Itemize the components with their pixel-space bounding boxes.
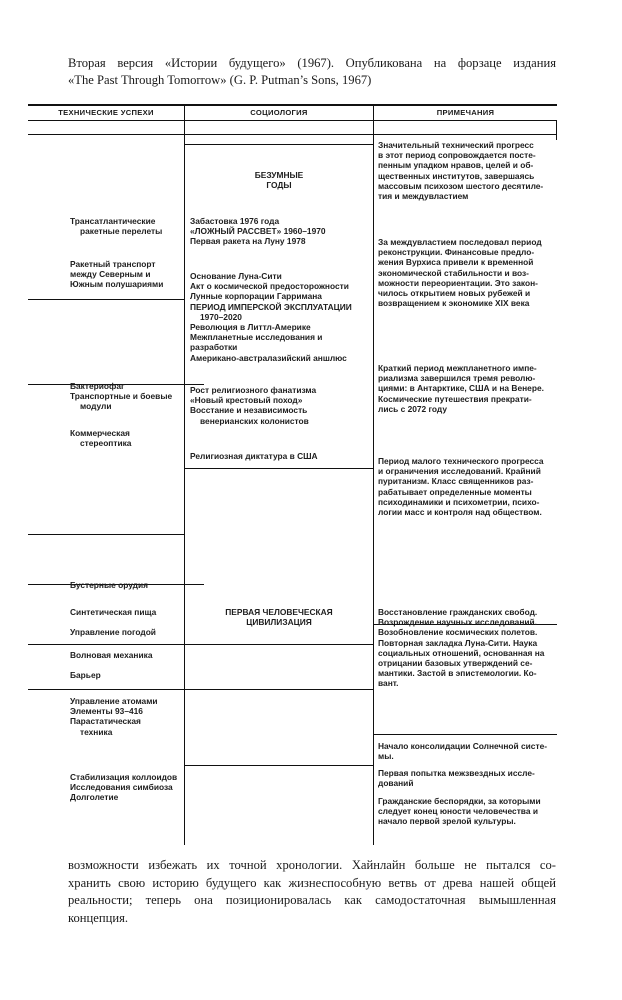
socio-line: Лунные корпорации Гарримана (190, 291, 322, 302)
tech-line: Управление атомами (70, 696, 158, 706)
note-line: щественных институтов, завершаясь (378, 170, 535, 181)
note-line: лись с 2072 году (378, 403, 448, 414)
tech-cell (70, 696, 182, 737)
tech-cell (70, 580, 182, 590)
tech-cell (70, 259, 184, 290)
note-line: Первая попытка межзвездных иссле- (378, 768, 535, 778)
socio-line: «ЛОЖНЫЙ РАССВЕТ» 1960–1970 (190, 226, 326, 237)
socio-line: «Новый крестовый поход» (190, 395, 303, 406)
note-line: Повторная закладка Луна-Сити. Наука (378, 637, 538, 648)
tech-line: Управление погодой (70, 627, 156, 637)
tech-cell (70, 428, 182, 448)
tech-line: модули (80, 401, 112, 412)
tech-rule (28, 689, 184, 690)
tech-line: Барьер (70, 670, 101, 680)
note-line: Восстановление гражданских свобод. (378, 607, 538, 617)
note-line: Краткий период межпланетного импе- (378, 363, 537, 373)
note-line: Начало консолидации Солнечной систе- (378, 741, 548, 751)
socio-cell (190, 216, 372, 247)
socio-line: разработки (190, 342, 238, 353)
note-line: Космические путешествия прекрати- (378, 393, 532, 404)
notes-rule (374, 734, 557, 735)
table-top-rule (28, 104, 557, 106)
note-line: Период малого технического прогресса (378, 456, 544, 466)
note-line: За междувластием последовал период (378, 237, 542, 247)
socio-cell (185, 607, 373, 627)
note-line: жения Вурхиса привели к временной (378, 257, 534, 268)
tech-line: Элементы 93–416 (70, 706, 143, 717)
tech-line: Исследования симбиоза (70, 782, 173, 793)
body-line: концепция. (68, 910, 129, 925)
note-line: социальных отношений, основанная на (378, 647, 545, 658)
note-line: начало первой зрелой культуры. (378, 816, 516, 827)
tech-line: между Северным и (70, 269, 151, 280)
tech-line: Ракетный транспорт (70, 259, 156, 269)
note-line: Значительный технический прогресс (378, 140, 534, 150)
tech-line: Бактериофаг (70, 381, 125, 391)
note-line: риализма завершился тремя револю- (378, 373, 536, 384)
body-line: хранить свою историю будущего как жизнеспособную ветвь от древа нашей общей (68, 875, 556, 890)
column-divider (556, 120, 557, 140)
tech-rule (28, 534, 184, 535)
note-line: рабатывает определенные моменты (378, 486, 532, 497)
tech-line: Бустерные орудия (70, 580, 149, 590)
note-line: вант. (378, 678, 399, 689)
socio-line: Религиозная диктатура в США (190, 451, 318, 461)
note-cell (378, 796, 554, 827)
note-line: мы. (378, 751, 394, 762)
tech-line: Трансатлантические (70, 216, 156, 226)
socio-line: Революция в Литтл-Америке (190, 322, 311, 333)
note-cell (378, 237, 554, 308)
column-divider (184, 104, 185, 845)
tech-cell (70, 650, 182, 660)
tech-line: Транспортные и боевые (70, 391, 173, 402)
figure-caption (68, 55, 556, 89)
tech-line: Парастатическая (70, 716, 141, 727)
tech-line: Стабилизация коллоидов (70, 772, 178, 782)
socio-rule (185, 689, 373, 690)
future-history-table (28, 104, 557, 845)
socio-line: Первая ракета на Луну 1978 (190, 236, 306, 247)
caption-line: «The Past Through Tomorrow» (G. P. Putman’s Sons, 1967) (68, 73, 372, 87)
note-cell (378, 741, 554, 761)
note-line: дований (378, 778, 414, 789)
socio-line: Рост религиозного фанатизма (190, 385, 317, 395)
tech-cell (70, 607, 182, 617)
header-socio: СОЦИОЛОГИЯ (250, 108, 308, 117)
note-cell (378, 768, 554, 788)
note-line: экономической стабильности и воз- (378, 267, 529, 278)
socio-rule (185, 144, 373, 145)
note-line: логии масс и контроля над обществом. (378, 507, 542, 518)
socio-line: Основание Луна-Сити (190, 271, 282, 281)
tech-cell (70, 670, 182, 680)
tech-cell (70, 381, 182, 412)
socio-rule (185, 765, 373, 766)
tech-line: Волновая механика (70, 650, 153, 660)
tech-cell (70, 216, 182, 236)
socio-line: Акт о космической предосторожности (190, 281, 349, 292)
row-rule (28, 134, 557, 135)
socio-cell (190, 271, 372, 363)
socio-cell (190, 385, 372, 426)
note-line: тия и междувластием (378, 191, 469, 202)
note-line: Возрождение научных исследований. (378, 617, 538, 628)
socio-line: Забастовка 1976 года (190, 216, 280, 226)
socio-heading: ЦИВИЛИЗАЦИЯ (246, 617, 312, 628)
note-line: в этот период сопровождается посте- (378, 150, 536, 161)
socio-line: 1970–2020 (200, 311, 242, 322)
caption-line: Вторая версия «Истории будущего» (1967). Опубликована на форзаце издания (68, 56, 556, 70)
body-line: реальности; теперь она позиционировалась как самодостаточная вымышленная (68, 893, 556, 908)
note-line: отрицании базовых утверждений се- (378, 658, 533, 669)
note-line: пуританизм. Класс священников раз- (378, 476, 534, 487)
note-line: реконструкции. Финансовые предло- (378, 247, 535, 258)
socio-rule (185, 644, 373, 645)
header-rule (28, 120, 557, 121)
socio-line: венерианских колонистов (200, 415, 309, 426)
socio-line: ПЕРИОД ИМПЕРСКОЙ ЭКСПЛУАТАЦИИ (190, 301, 352, 312)
note-line: мантики. Застой в эпистемологии. Ко- (378, 668, 537, 679)
socio-cell (185, 170, 373, 190)
tech-line: Долголетие (70, 792, 119, 803)
note-line: психодинамики и психометрии, психо- (378, 496, 540, 507)
header-notes: ПРИМЕЧАНИЯ (436, 108, 495, 117)
socio-line: Восстание и независимость (190, 405, 308, 416)
note-line: Возобновление космических полетов. (378, 627, 538, 638)
socio-line: Американо-австралазийский аншлюс (190, 352, 347, 363)
tech-cell (70, 772, 184, 803)
socio-line: Межпланетные исследования и (190, 332, 323, 343)
tech-line: техника (80, 726, 113, 737)
note-line: чилось открытием новых рубежей и (378, 288, 531, 299)
tech-rule (28, 299, 184, 300)
body-paragraph (68, 857, 556, 927)
tech-line: стереоптика (80, 438, 132, 449)
note-line: Гражданские беспорядки, за которыми (378, 796, 541, 806)
tech-line: Синтетическая пища (70, 607, 157, 617)
tech-cell (70, 627, 182, 637)
note-line: следует конец юности человечества и (378, 806, 538, 817)
note-line: массовым психозом шестого десятиле- (378, 180, 544, 191)
socio-cell (190, 451, 372, 461)
socio-heading: ГОДЫ (266, 180, 292, 191)
tech-line: Южным полушариями (70, 279, 164, 290)
tech-line: Коммерческая (70, 428, 130, 438)
note-line: пенным упадком нравов, целей и об- (378, 160, 534, 171)
note-cell (378, 456, 554, 517)
note-cell (378, 607, 554, 689)
note-cell (378, 363, 554, 414)
socio-rule (185, 468, 373, 469)
note-line: можности переориентации. Это закон- (378, 277, 538, 288)
note-cell (378, 140, 554, 201)
note-line: возвращением к экономике XIX века (378, 298, 530, 309)
tech-rule (28, 644, 184, 645)
note-line: и ограничения исследований. Крайний (378, 466, 541, 477)
socio-heading: БЕЗУМНЫЕ (254, 170, 304, 180)
body-line: возможности избежать их точной хронологии. Хайнлайн больше не пытался со- (68, 858, 556, 872)
socio-heading: ПЕРВАЯ ЧЕЛОВЕЧЕСКАЯ (225, 607, 333, 617)
header-tech: ТЕХНИЧЕСКИЕ УСПЕХИ (58, 108, 154, 117)
note-line: циями: в Антарктике, США и на Венере. (378, 383, 544, 394)
tech-line: ракетные перелеты (80, 226, 163, 237)
